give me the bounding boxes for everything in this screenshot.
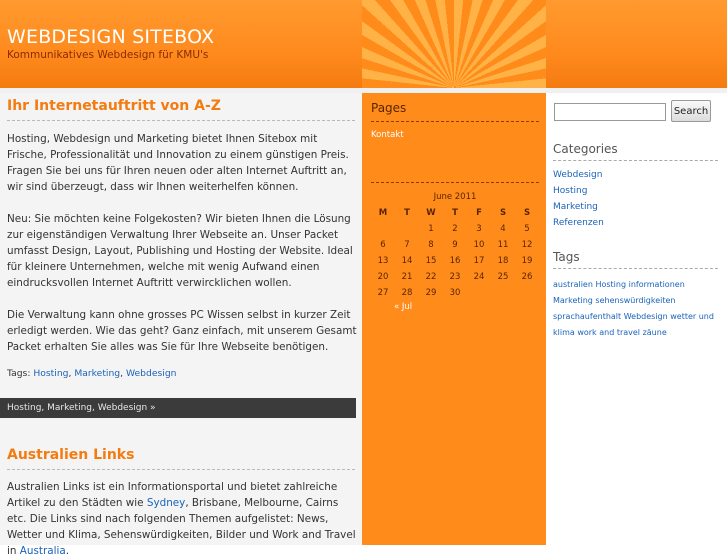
calendar-day: 26	[521, 272, 533, 282]
calendar-table	[371, 205, 539, 301]
categories-heading: Categories	[553, 142, 618, 156]
calendar-day: 17	[473, 256, 485, 266]
calendar-day: 1	[428, 224, 434, 234]
weekday-header: T	[452, 208, 458, 218]
calendar-prev-link[interactable]: « Jul	[394, 302, 413, 312]
calendar-day: 7	[404, 240, 410, 250]
tag-link-marketing[interactable]: Marketing	[74, 368, 121, 379]
tag-link-hosting[interactable]: Hosting	[33, 368, 69, 379]
weekday-header: S	[523, 208, 531, 218]
tags-heading: Tags	[553, 250, 580, 264]
post-title-divider	[7, 120, 355, 121]
calendar-day	[467, 285, 491, 301]
tag-cloud-item[interactable]: informationen	[628, 280, 685, 289]
sydney-link[interactable]: Sydney	[146, 497, 186, 509]
calendar-day: 19	[521, 256, 533, 266]
calendar-day: 6	[380, 240, 386, 250]
calendar-day: 5	[524, 224, 530, 234]
tag-cloud-item[interactable]: sprachaufenthalt	[553, 312, 622, 321]
calendar-day: 23	[449, 272, 461, 282]
tags-label: Tags:	[7, 368, 31, 379]
site-title[interactable]: WEBDESIGN SITEBOX	[7, 26, 215, 48]
tag-cloud-item[interactable]: australien	[553, 280, 593, 289]
calendar-day: 24	[473, 272, 485, 282]
site-tagline: Kommunikatives Webdesign für KMU's	[7, 49, 209, 61]
calendar-day: 15	[425, 256, 437, 266]
post-tags: Tags: Hosting, Marketing, Webdesign	[7, 368, 177, 379]
calendar-day	[371, 221, 395, 237]
weekday-header: W	[426, 208, 436, 218]
category-link-hosting[interactable]: Hosting	[553, 186, 588, 196]
post-text: Australien Links ist ein Informationsportal und bietet zahlreiche Artikel zu den Städten wie	[7, 481, 338, 509]
post-title-2[interactable]: Australien Links	[7, 447, 135, 463]
tag-cloud-item[interactable]: wetter und klima	[553, 312, 714, 337]
calendar-day: 27	[377, 288, 389, 298]
post-text: , Brisbane, Melbourne, Cairns etc. Die Links sind nach folgenden Themen aufgelistet: News, Wetter und Klima, Sehenswürdigkeiten, Bilder und Work and Travel in	[7, 497, 356, 557]
calendar-day: 18	[497, 256, 509, 266]
calendar-day: 30	[449, 288, 461, 298]
post-title-1[interactable]: Ihr Internetauftritt von A-Z	[7, 98, 221, 114]
calendar-day: 20	[377, 272, 389, 282]
weekday-header: F	[476, 208, 482, 218]
calendar-day: 14	[401, 256, 413, 266]
sunburst-graphic	[362, 0, 546, 88]
calendar-day: 3	[476, 224, 482, 234]
calendar-day: 13	[377, 256, 389, 266]
weekday-header: M	[378, 208, 388, 218]
calendar-day: 11	[497, 240, 509, 250]
calendar-day	[395, 221, 419, 237]
calendar-day: 8	[428, 240, 434, 250]
tag-cloud-item[interactable]: zäune	[642, 328, 667, 337]
post-paragraph: Neu: Sie möchten keine Folgekosten? Wir bieten Ihnen die Lösung zur eigenständigen Verwaltung Ihrer Webseite an. Unser Packet umfasst Design, Layout, Publishing und Hosting der Website. Ideal für kleinere Unternehmen, welche mit wenig Aufwand einen eindrucksvollen Internet Auftritt verwircklichen wollen.	[7, 213, 353, 289]
weekday-header: T	[404, 208, 410, 218]
calendar-day: 22	[425, 272, 437, 282]
site-header	[0, 0, 727, 88]
tag-cloud-item[interactable]: sehenswürdigkeiten	[595, 296, 676, 305]
search-input[interactable]	[554, 103, 666, 121]
tags-divider	[553, 268, 718, 269]
calendar-day: 28	[401, 288, 413, 298]
category-link-referenzen[interactable]: Referenzen	[553, 218, 604, 228]
page-link-kontakt[interactable]: Kontakt	[371, 130, 404, 140]
pages-heading: Pages	[371, 101, 407, 115]
post-body-2	[7, 479, 357, 559]
post-meta-bar[interactable]: Hosting, Marketing, Webdesign »	[0, 398, 356, 418]
calendar-day: 9	[452, 240, 458, 250]
post-paragraph: Hosting, Webdesign und Marketing bietet Ihnen Sitebox mit Frische, Professionalität und Innovation zu einem günstigen Preis. Fragen Sie bei uns für Ihren neuen oder alten Internet Auftritt an, wir sind überzeugt, dass wir Ihnen weiterhelfen können.	[7, 133, 349, 193]
category-link-marketing[interactable]: Marketing	[553, 202, 598, 212]
tag-link-webdesign[interactable]: Webdesign	[125, 368, 177, 379]
tag-cloud-item[interactable]: Marketing	[553, 296, 593, 305]
weekday-header: S	[499, 208, 507, 218]
calendar-day: 25	[497, 272, 509, 282]
categories-divider	[553, 160, 718, 161]
calendar-day: 12	[521, 240, 533, 250]
right-sidebar	[546, 93, 727, 545]
pages-divider	[371, 121, 539, 122]
post-body-1	[7, 131, 357, 371]
calendar-day: 4	[500, 224, 506, 234]
australia-link[interactable]: Australia	[19, 545, 66, 557]
post-text: .	[65, 545, 70, 557]
category-link-webdesign[interactable]: Webdesign	[553, 170, 603, 180]
post-title-divider	[7, 469, 355, 470]
calendar-day: 16	[449, 256, 461, 266]
calendar-day: 10	[473, 240, 485, 250]
orange-sidebar	[362, 93, 546, 545]
post-paragraph: Die Verwaltung kann ohne grosses PC Wissen selbst in kurzer Zeit erledigt werden. Wie das geht? Ganz einfach, mit unserem Gesamt Packet erhalten Sie alles was Sie für Ihre Webseite benötigen.	[7, 309, 357, 353]
search-button[interactable]: Search	[671, 100, 711, 122]
tag-cloud-item[interactable]: work and travel	[577, 328, 641, 337]
calendar-day: 21	[401, 272, 413, 282]
calendar-day	[491, 285, 515, 301]
calendar-divider	[371, 182, 539, 183]
tag-cloud-item[interactable]: Webdesign	[623, 312, 668, 321]
tag-cloud	[553, 277, 723, 341]
calendar-day: 2	[452, 224, 458, 234]
calendar-day	[515, 285, 539, 301]
main-content	[0, 93, 362, 557]
tag-cloud-item[interactable]: Hosting	[595, 280, 627, 289]
calendar-caption: June 2011	[433, 192, 477, 202]
calendar-day: 29	[425, 288, 437, 298]
